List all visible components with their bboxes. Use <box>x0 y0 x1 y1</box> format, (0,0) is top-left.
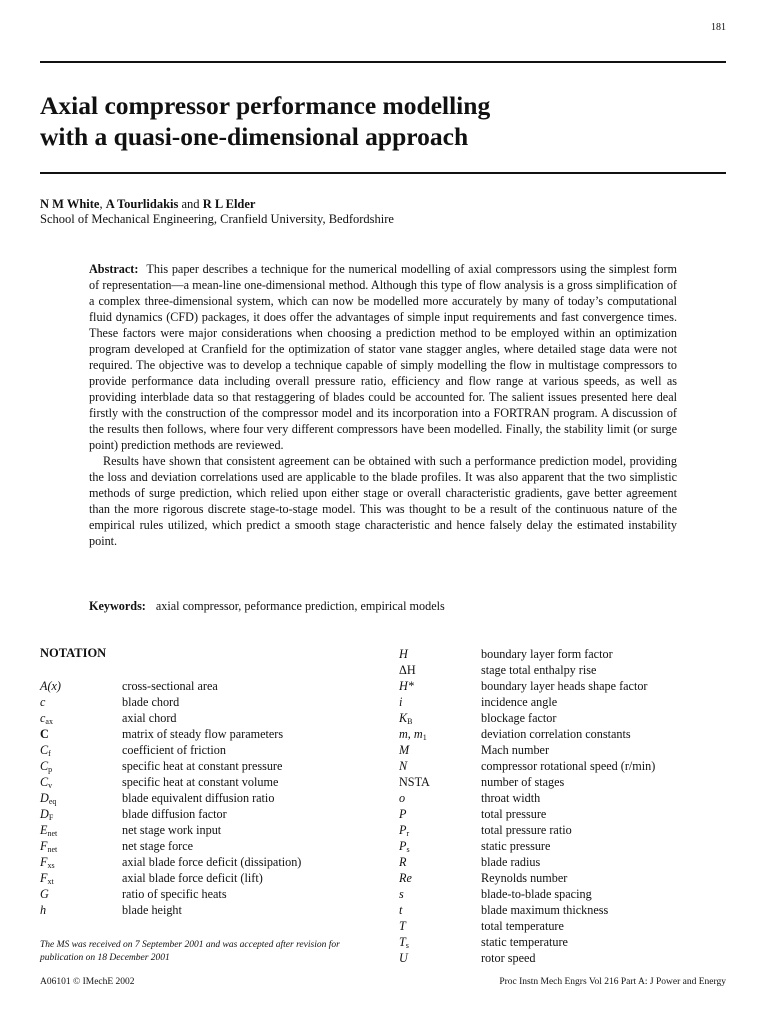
symbol-subscript: eq <box>48 797 57 806</box>
abstract-text-1: This paper describes a technique for the numerical modelling of axial compressors using the simplest form of representation—a mean-line one-dimensional method. Although this type of flow analysis is a gross simplification of a complex three-dimensional system, which can now be modelled more accurately by many of today’s computational fluid dynamics (CFD) packages, it does offer the advantages of simple input requirements and fast convergence times. These factors were major considerations when choosing a prediction method to be employed within an optimization program developed at Cranfield for the optimization of stator vane stagger angles, where detailed stage data were not required. The objective was to develop a technique capable of simply modelling the flow in multistage compressors to provide performance data including overall pressure ratio, efficiency and flow range at various speeds, as well as providing interblade data so that restaggering of blades could be accounted for. The salient issues presented here deal firstly with the construction of the compressor model and its incorporation into a FORTRAN program. A discussion of the results then follows, where four very different compressors have been modelled. Finally, the stability limit (or surge point) prediction methods are reviewed. <box>89 262 677 452</box>
notation-row <box>399 886 729 902</box>
author-name: R L Elder <box>202 197 256 211</box>
symbol-subscript: net <box>47 845 58 854</box>
symbol-main: m, m <box>399 727 423 741</box>
notation-description: number of stages <box>481 775 565 789</box>
symbol-main: NSTA <box>399 775 430 789</box>
notation-symbol <box>399 902 402 918</box>
notation-description: deviation correlation constants <box>481 727 631 741</box>
page-number: 181 <box>711 22 726 33</box>
notation-symbol <box>40 854 55 870</box>
notation-row <box>40 822 370 838</box>
symbol-main: C <box>40 775 49 789</box>
notation-symbol <box>40 822 57 838</box>
symbol-subscript: 1 <box>422 733 427 742</box>
notation-description: ratio of specific heats <box>122 887 227 901</box>
symbol-main: C <box>40 743 49 757</box>
notation-description: blade diffusion factor <box>122 807 227 821</box>
notation-row <box>399 726 729 742</box>
abstract-label: Abstract: <box>89 262 139 276</box>
author-separator: and <box>178 197 203 211</box>
notation-symbol <box>40 726 49 742</box>
notation-row <box>399 934 729 950</box>
symbol-subscript: xs <box>47 861 55 870</box>
symbol-subscript: F <box>48 813 54 822</box>
notation-row <box>40 838 370 854</box>
symbol-main: Re <box>399 871 412 885</box>
notation-symbol <box>399 950 408 966</box>
notation-description: blockage factor <box>481 711 557 725</box>
notation-description: specific heat at constant pressure <box>122 759 283 773</box>
symbol-main: o <box>399 791 406 805</box>
notation-description: rotor speed <box>481 951 536 965</box>
title-line-1: Axial compressor performance modelling <box>40 91 491 120</box>
notation-description: matrix of steady flow parameters <box>122 727 284 741</box>
notation-row <box>40 710 370 726</box>
notation-description: specific heat at constant volume <box>122 775 279 789</box>
notation-row <box>399 710 729 726</box>
symbol-main: M <box>399 743 410 757</box>
title-line-2: with a quasi-one-dimensional approach <box>40 122 469 151</box>
notation-row <box>40 790 370 806</box>
symbol-main: R <box>399 855 407 869</box>
notation-symbol <box>399 870 412 886</box>
affiliation: School of Mechanical Engineering, Cranfield University, Bedfordshire <box>40 212 394 226</box>
symbol-main: C <box>40 759 49 773</box>
notation-row <box>40 854 370 870</box>
symbol-main: i <box>399 695 403 709</box>
footer-left: A06101 © IMechE 2002 <box>40 977 135 987</box>
notation-symbol <box>40 838 57 854</box>
notation-row <box>40 870 370 886</box>
notation-list-left <box>40 678 370 918</box>
notation-description: blade height <box>122 903 182 917</box>
notation-description: total pressure <box>481 807 547 821</box>
notation-description: throat width <box>481 791 541 805</box>
notation-symbol <box>399 886 404 902</box>
notation-row <box>399 694 729 710</box>
notation-symbol <box>40 710 53 726</box>
author-list <box>40 196 255 212</box>
symbol-main: E <box>40 823 48 837</box>
notation-description: boundary layer heads shape factor <box>481 679 648 693</box>
notation-description: coefficient of friction <box>122 743 226 757</box>
notation-symbol <box>40 902 46 918</box>
notation-row <box>40 758 370 774</box>
author-name: A Tourlidakis <box>105 197 179 211</box>
notation-row <box>399 902 729 918</box>
symbol-main: N <box>399 759 408 773</box>
notation-row <box>399 774 729 790</box>
symbol-main: c <box>40 695 46 709</box>
notation-description: total pressure ratio <box>481 823 572 837</box>
symbol-main: C <box>40 727 49 741</box>
notation-symbol <box>399 790 405 806</box>
notation-symbol <box>40 886 49 902</box>
notation-description: stage total enthalpy rise <box>481 663 597 677</box>
symbol-main: ΔH <box>399 663 416 677</box>
title-rule <box>40 172 726 174</box>
notation-description: incidence angle <box>481 695 558 709</box>
paper-title <box>40 90 730 152</box>
top-rule <box>40 61 726 63</box>
notation-row <box>40 806 370 822</box>
notation-row <box>40 886 370 902</box>
notation-symbol <box>399 918 406 934</box>
notation-row <box>40 742 370 758</box>
notation-symbol <box>399 774 430 790</box>
notation-description: static pressure <box>481 839 551 853</box>
notation-symbol <box>399 934 409 950</box>
notation-row <box>40 902 370 918</box>
notation-row <box>399 854 729 870</box>
symbol-subscript: s <box>405 941 409 950</box>
symbol-main: t <box>399 903 403 917</box>
symbol-subscript: xt <box>47 877 54 886</box>
notation-symbol <box>40 694 45 710</box>
notation-symbol <box>40 790 56 806</box>
notation-description: static temperature <box>481 935 568 949</box>
notation-symbol <box>399 854 406 870</box>
symbol-main: h <box>40 903 47 917</box>
symbol-subscript: r <box>406 829 410 838</box>
notation-description: net stage work input <box>122 823 222 837</box>
notation-description: net stage force <box>122 839 194 853</box>
symbol-main: A <box>40 679 48 693</box>
notation-description: total temperature <box>481 919 564 933</box>
notation-symbol <box>399 806 406 822</box>
symbol-subscript: s <box>406 845 410 854</box>
notation-description: boundary layer form factor <box>481 647 613 661</box>
notation-description: cross-sectional area <box>122 679 218 693</box>
notation-list-right <box>399 646 729 966</box>
notation-row <box>40 726 370 742</box>
notation-symbol <box>40 678 61 694</box>
symbol-main: F <box>40 871 48 885</box>
notation-symbol <box>399 758 407 774</box>
notation-description: blade chord <box>122 695 180 709</box>
notation-symbol <box>399 710 412 726</box>
notation-row <box>399 758 729 774</box>
notation-symbol <box>399 662 416 678</box>
notation-symbol <box>399 694 402 710</box>
notation-row <box>399 646 729 662</box>
notation-row <box>399 918 729 934</box>
notation-symbol <box>399 646 408 662</box>
abstract-paragraph-1 <box>89 261 677 453</box>
notation-description: blade-to-blade spacing <box>481 887 592 901</box>
symbol-main: P <box>399 823 407 837</box>
symbol-subscript: v <box>48 781 53 790</box>
notation-row <box>399 950 729 966</box>
symbol-main: s <box>399 887 404 901</box>
notation-symbol <box>399 838 410 854</box>
notation-row <box>40 694 370 710</box>
notation-row <box>399 790 729 806</box>
symbol-main: P <box>399 807 407 821</box>
notation-description: axial chord <box>122 711 177 725</box>
notation-heading: NOTATION <box>40 646 107 660</box>
symbol-main: D <box>40 807 49 821</box>
notation-symbol <box>399 726 427 742</box>
notation-symbol <box>399 742 409 758</box>
symbol-main: T <box>399 935 406 949</box>
symbol-subscript: f <box>48 749 51 758</box>
symbol-subscript: B <box>407 717 413 726</box>
notation-symbol <box>40 806 53 822</box>
symbol-main: D <box>40 791 49 805</box>
notation-description: Reynolds number <box>481 871 568 885</box>
abstract <box>89 261 677 549</box>
symbol-main: H* <box>399 679 414 693</box>
symbol-main: T <box>399 919 406 933</box>
symbol-subscript: ax <box>45 717 53 726</box>
notation-symbol <box>40 758 52 774</box>
notation-symbol <box>399 678 414 694</box>
notation-row <box>40 678 370 694</box>
notation-row <box>399 678 729 694</box>
notation-description: Mach number <box>481 743 550 757</box>
notation-symbol <box>399 822 409 838</box>
symbol-main: G <box>40 887 49 901</box>
notation-row <box>399 822 729 838</box>
symbol-main: F <box>40 839 48 853</box>
symbol-main: F <box>40 855 48 869</box>
notation-row <box>399 806 729 822</box>
notation-symbol <box>40 742 51 758</box>
notation-description: axial blade force deficit (dissipation) <box>122 855 302 869</box>
abstract-paragraph-2: Results have shown that consistent agreement can be obtained with such a performance prediction model, providing the loss and deviation correlations used are applicable to the blade profiles. It was also apparent that the two simplistic methods of surge prediction, which relied upon either stage or overall characteristic gradients, gave better agreement than the more rigorous discrete stage-to-stage model. This was thought to be a result of the continuous nature of the empirical rules utilized, which predict a smooth stage characteristic and hence falsely delay the estimated instability point. <box>89 454 677 548</box>
symbol-subscript: net <box>47 829 58 838</box>
notation-row <box>399 662 729 678</box>
notation-description: blade equivalent diffusion ratio <box>122 791 275 805</box>
notation-description: compressor rotational speed (r/min) <box>481 759 656 773</box>
notation-description: blade radius <box>481 855 541 869</box>
author-name: N M White <box>40 197 100 211</box>
symbol-subscript: p <box>48 765 53 774</box>
symbol-argument: (x) <box>47 679 61 693</box>
notation-row <box>40 774 370 790</box>
footer-right: Proc Instn Mech Engrs Vol 216 Part A: J Power and Energy <box>499 977 726 987</box>
keywords <box>89 598 445 614</box>
keywords-text: axial compressor, peformance prediction, empirical models <box>155 599 445 613</box>
notation-description: axial blade force deficit (lift) <box>122 871 263 885</box>
author-separator: , <box>99 197 106 211</box>
notation-symbol <box>40 870 54 886</box>
notation-description: blade maximum thickness <box>481 903 609 917</box>
symbol-main: H <box>399 647 408 661</box>
notation-row <box>399 870 729 886</box>
symbol-main: P <box>399 839 407 853</box>
received-note: The MS was received on 7 September 2001 and was accepted after revision for publication on 18 December 2001 <box>40 940 340 963</box>
notation-symbol <box>40 774 52 790</box>
keywords-label: Keywords: <box>89 599 146 613</box>
symbol-main: c <box>40 711 46 725</box>
symbol-main: K <box>399 711 408 725</box>
notation-row <box>399 838 729 854</box>
notation-row <box>399 742 729 758</box>
symbol-main: U <box>399 951 408 965</box>
